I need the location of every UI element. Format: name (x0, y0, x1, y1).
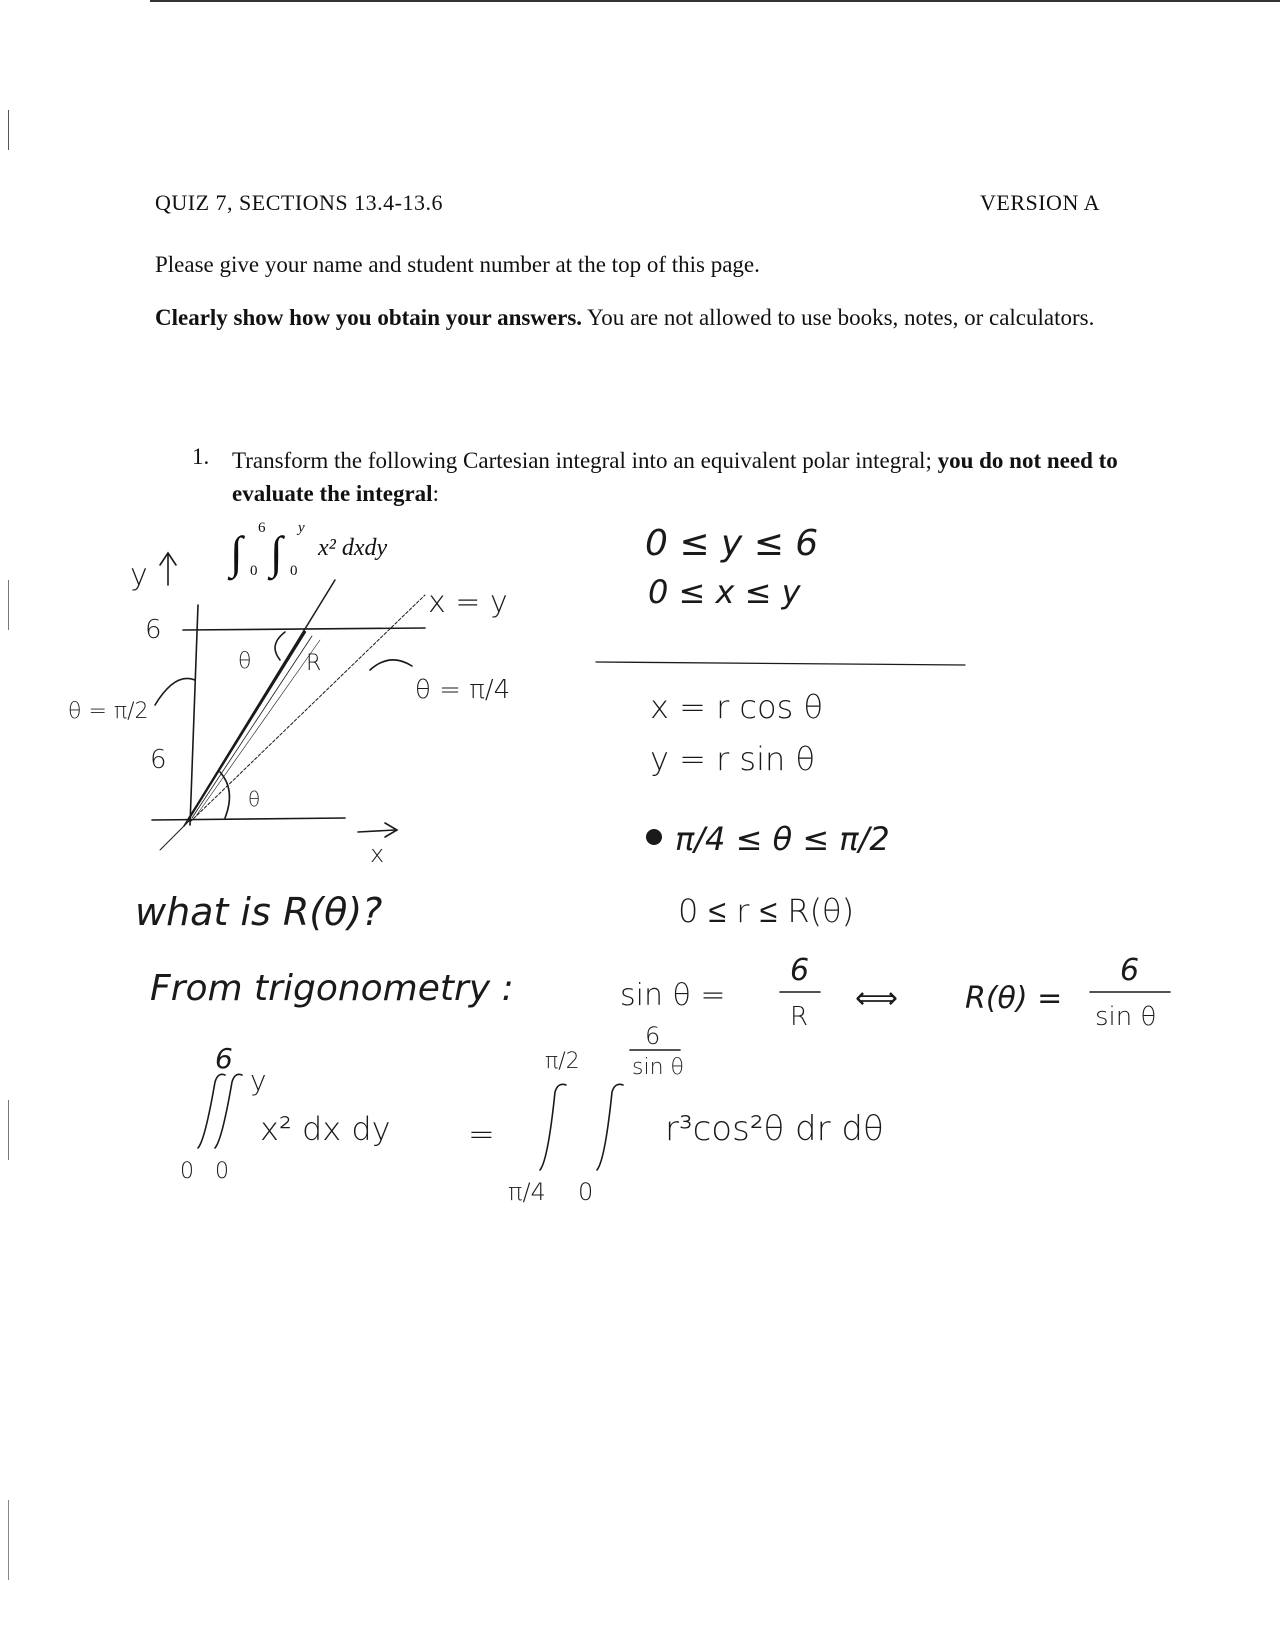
rhs-integral-inner (597, 1084, 623, 1170)
version-label: VERSION A (980, 190, 1101, 215)
axis-tail (160, 820, 190, 850)
angle-arc-bottom (220, 772, 229, 818)
scribble-dot (646, 829, 662, 845)
question-text-plain: Transform the following Cartesian integral into an equivalent polar integral; (232, 448, 938, 473)
inner-upper-limit: y (298, 520, 305, 536)
theta-top-label: θ (238, 649, 252, 674)
lhs-integrand: x² dx dy (260, 1110, 391, 1148)
integral-sign-inner: ∫ (270, 527, 283, 578)
pi4-pointer (370, 660, 412, 670)
y-equation: y = r sin θ (650, 740, 816, 778)
rhs-integral-outer (540, 1084, 566, 1170)
instruction-rest: You are not allowed to use books, notes, or calculators. (582, 305, 1095, 330)
line-xy-label: x = y (428, 585, 508, 620)
R-frac-numerator: 6 (1120, 953, 1140, 988)
integrand: x² dxdy (318, 535, 388, 561)
lhs-lower-1: 0 (180, 1159, 194, 1184)
bounds-x: 0 ≤ x ≤ y (648, 573, 801, 611)
question-text-end: : (432, 481, 439, 506)
theta-pi4-label: θ = π/4 (415, 675, 511, 705)
x-axis-line (152, 818, 345, 820)
integral-sign-outer: ∫ (230, 527, 243, 578)
sin-theta-lhs: sin θ = (620, 978, 726, 1013)
inner-lower-limit: 0 (290, 563, 298, 579)
lhs-integral-inner (215, 1074, 242, 1148)
lhs-lower-2: 0 (215, 1159, 229, 1184)
six-top-label: 6 (145, 615, 162, 645)
lhs-inner-upper: y (250, 1064, 267, 1097)
iff-arrow: ⟺ (855, 981, 899, 1016)
quiz-title: QUIZ 7, SECTIONS 13.4-13.6 (155, 190, 443, 215)
equals-sign: = (468, 1115, 495, 1153)
rhs-integrand: r³cos²θ dr dθ (665, 1109, 884, 1149)
theta-bottom-label: θ (248, 787, 261, 811)
outer-lower-limit: 0 (250, 563, 258, 579)
x-arrow (358, 830, 395, 832)
question-text-bold: you do not need to evaluate the integral (232, 448, 1118, 506)
instruction-bold: Clearly show how you obtain your answers. (155, 305, 583, 330)
rhs-outer-upper: π/2 (545, 1049, 580, 1074)
from-trigonometry: From trigonometry : (150, 968, 514, 1009)
question-number: 1. (192, 444, 210, 469)
x-equation: x = r cos θ (650, 688, 824, 726)
outer-upper-limit: 6 (258, 520, 266, 536)
R-label: R (306, 651, 322, 676)
lhs-outer-upper: 6 (215, 1042, 233, 1075)
divider-line (596, 662, 965, 665)
theta-range: π/4 ≤ θ ≤ π/2 (675, 820, 890, 858)
sin-frac-numerator: 6 (790, 953, 810, 988)
pi2-pointer (155, 678, 195, 705)
R-frac-denominator: sin θ (1095, 1002, 1157, 1032)
x-axis-label: x (370, 840, 385, 868)
bounds-y: 0 ≤ y ≤ 6 (645, 523, 819, 564)
R-theta-lhs: R(θ) = (965, 981, 1063, 1016)
y-axis-label: y (130, 558, 148, 593)
instruction-name: Please give your name and student number at the top of this page. (155, 252, 760, 277)
rhs-inner-upper-num: 6 (645, 1022, 661, 1050)
rhs-inner-lower: 0 (578, 1178, 594, 1206)
lhs-integral-outer (198, 1074, 225, 1148)
theta-pi2-label: θ = π/2 (68, 699, 149, 724)
rhs-inner-upper-den: sin θ (632, 1055, 684, 1080)
sin-frac-denominator: R (790, 1002, 809, 1032)
six-mid-label: 6 (150, 745, 167, 775)
rhs-outer-lower: π/4 (508, 1178, 546, 1206)
angle-arc-top (275, 632, 285, 660)
what-is-R: what is R(θ)? (135, 890, 383, 934)
y-axis-line (190, 605, 198, 825)
r-range: 0 ≤ r ≤ R(θ) (678, 892, 855, 930)
